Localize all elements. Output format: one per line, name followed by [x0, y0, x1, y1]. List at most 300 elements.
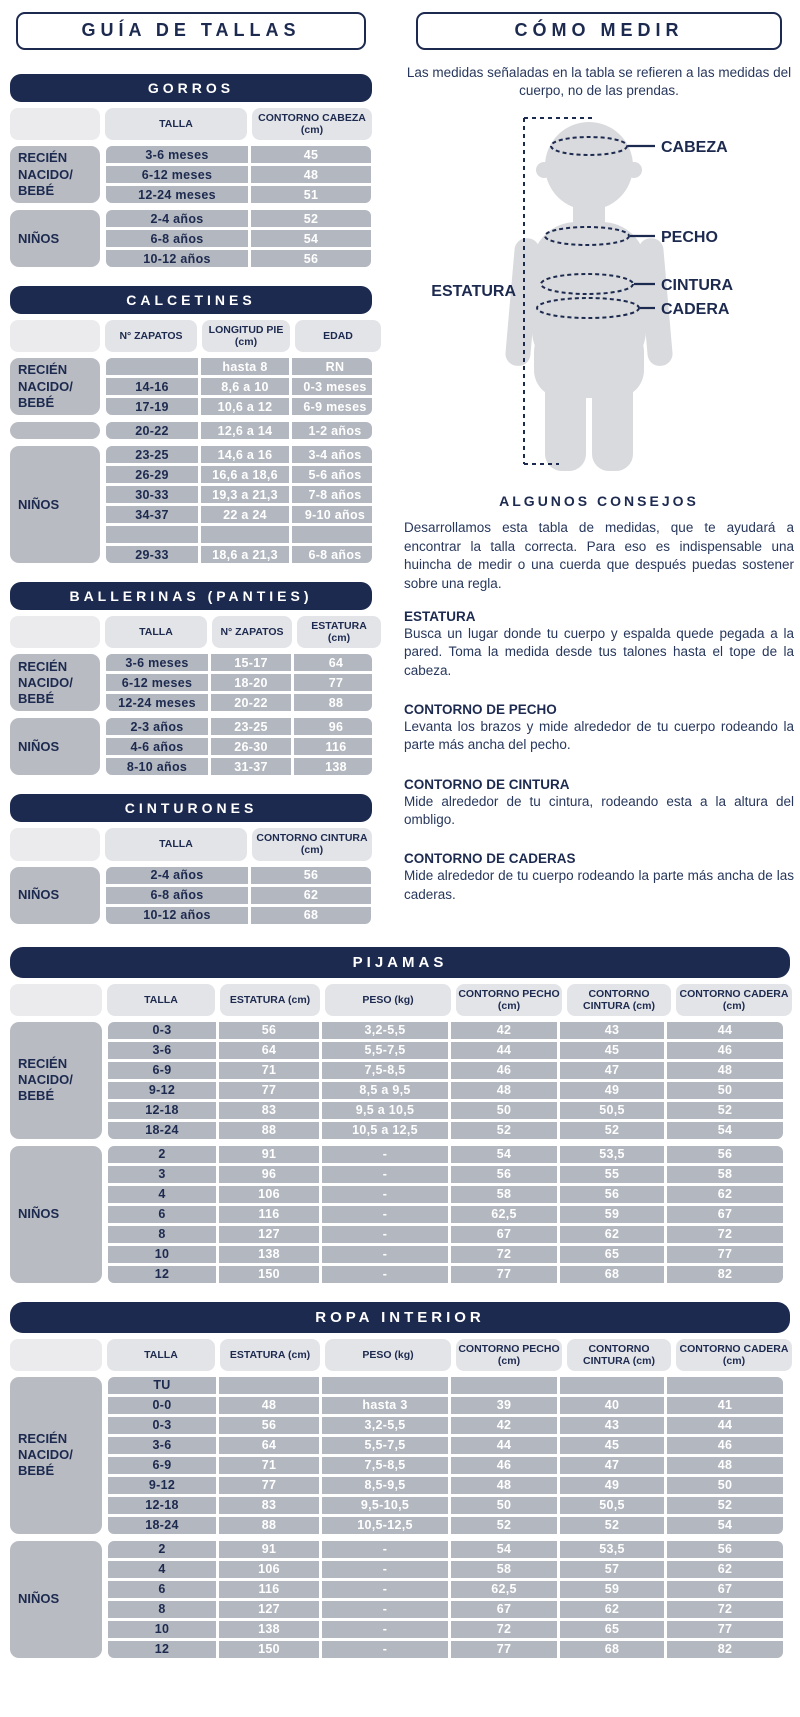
table-row: [108, 1226, 783, 1243]
table-cell: 12-24 meses: [106, 694, 208, 711]
table-row: [108, 1541, 783, 1558]
table-cell: 44: [667, 1417, 783, 1434]
table-cell: 83: [219, 1497, 319, 1514]
table-cell: 43: [560, 1022, 664, 1039]
table-cell: 42: [451, 1022, 557, 1039]
rows-block: [106, 210, 371, 267]
table-cell: 56: [667, 1541, 783, 1558]
cinturones-section-title: CINTURONES: [10, 794, 372, 822]
table-cell: 77: [294, 674, 372, 691]
table-cell: 40: [560, 1397, 664, 1414]
table-cell: [201, 526, 289, 543]
table-cell: 56: [251, 867, 371, 884]
table-cell: 22 a 24: [201, 506, 289, 523]
table-cell: 18,6 a 21,3: [201, 546, 289, 563]
table-cell: 20-22: [211, 694, 291, 711]
table-cell: 47: [560, 1062, 664, 1079]
table-cell: 2: [108, 1541, 216, 1558]
pijamas-header-row: [10, 984, 790, 1016]
table-row: [108, 1122, 783, 1139]
measure-section-pecho: [404, 702, 794, 755]
row-group: [10, 718, 372, 775]
table-row: [108, 1497, 783, 1514]
table-cell: 3,2-5,5: [322, 1417, 448, 1434]
table-cell: 44: [451, 1042, 557, 1059]
table-cell: 62: [251, 887, 371, 904]
section-text: Mide alrededor de tu cintura, rodeando esta a la altura del ombligo.: [404, 793, 794, 828]
top-two-column-area: [10, 10, 794, 943]
table-cell: [292, 526, 372, 543]
table-cell: 52: [560, 1122, 664, 1139]
table-cell: 52: [251, 210, 371, 227]
table-cell: 6-8 años: [106, 887, 248, 904]
cinturones-table: [10, 794, 372, 923]
rows-block: [108, 1377, 783, 1534]
table-cell: 127: [219, 1226, 319, 1243]
table-cell: -: [322, 1226, 448, 1243]
table-cell: [219, 1377, 319, 1394]
table-cell: 58: [451, 1186, 557, 1203]
table-cell: 9-12: [108, 1082, 216, 1099]
table-cell: 56: [219, 1417, 319, 1434]
rows-block: [106, 422, 372, 439]
table-row: [106, 506, 372, 523]
table-cell: 127: [219, 1601, 319, 1618]
table-row: [106, 398, 372, 415]
table-row: [108, 1042, 783, 1059]
table-cell: 96: [219, 1166, 319, 1183]
table-row: [106, 250, 371, 267]
table-cell: 47: [560, 1457, 664, 1474]
table-cell: 91: [219, 1541, 319, 1558]
table-cell: 150: [219, 1641, 319, 1658]
table-cell: 5,5-7,5: [322, 1042, 448, 1059]
table-cell: -: [322, 1641, 448, 1658]
table-cell: 12-18: [108, 1102, 216, 1119]
ballerinas-table: [10, 582, 372, 775]
table-cell: 67: [667, 1581, 783, 1598]
table-cell: 31-37: [211, 758, 291, 775]
table-cell: 83: [219, 1102, 319, 1119]
table-cell: RN: [292, 358, 372, 375]
table-cell: 12: [108, 1266, 216, 1283]
table-cell: 18-20: [211, 674, 291, 691]
table-cell: 54: [667, 1517, 783, 1534]
table-cell: 82: [667, 1266, 783, 1283]
table-row: [106, 446, 372, 463]
table-row: [106, 718, 372, 735]
child-silhouette-diagram: [404, 106, 794, 478]
rows-block: [106, 446, 372, 563]
ballerinas-section-title: BALLERINAS (PANTIES): [10, 582, 372, 610]
table-cell: 10,5-12,5: [322, 1517, 448, 1534]
table-cell: 53,5: [560, 1541, 664, 1558]
table-cell: 43: [560, 1417, 664, 1434]
ballerinas-header-row: [10, 616, 372, 648]
calcetines-section-title: CALCETINES: [10, 286, 372, 314]
table-cell: 39: [451, 1397, 557, 1414]
table-cell: 3-6 meses: [106, 146, 248, 163]
table-row: [108, 1561, 783, 1578]
full-width-tables: [10, 947, 790, 1658]
table-cell: 3: [108, 1166, 216, 1183]
table-row: [106, 654, 372, 671]
column-header: PESO (kg): [325, 984, 451, 1016]
table-cell: 77: [219, 1082, 319, 1099]
rows-block: [106, 867, 371, 924]
rows-block: [108, 1022, 783, 1139]
table-cell: 10-12 años: [106, 907, 248, 924]
table-cell: 77: [219, 1477, 319, 1494]
table-cell: 72: [451, 1621, 557, 1638]
table-row: [106, 887, 371, 904]
table-row: [108, 1022, 783, 1039]
table-cell: 26-29: [106, 466, 198, 483]
table-cell: 58: [667, 1166, 783, 1183]
table-cell: 2-3 años: [106, 718, 208, 735]
table-cell: 10,6 a 12: [201, 398, 289, 415]
table-cell: 138: [294, 758, 372, 775]
table-cell: 58: [451, 1561, 557, 1578]
table-cell: 7,5-8,5: [322, 1062, 448, 1079]
table-cell: 56: [251, 250, 371, 267]
table-row: [106, 694, 372, 711]
table-cell: [451, 1377, 557, 1394]
table-cell: 67: [451, 1226, 557, 1243]
table-row: [108, 1517, 783, 1534]
table-cell: 106: [219, 1186, 319, 1203]
table-cell: -: [322, 1206, 448, 1223]
table-cell: 49: [560, 1477, 664, 1494]
table-cell: 6-12 meses: [106, 166, 248, 183]
table-cell: 65: [560, 1621, 664, 1638]
table-cell: 23-25: [106, 446, 198, 463]
row-group-label: RECIÉN NACIDO/ BEBÉ: [10, 1377, 102, 1534]
table-cell: 41: [667, 1397, 783, 1414]
section-heading: ESTATURA: [404, 608, 476, 624]
table-cell: 54: [667, 1122, 783, 1139]
table-cell: 62,5: [451, 1581, 557, 1598]
table-cell: 34-37: [106, 506, 198, 523]
section-heading: CONTORNO DE CADERAS: [404, 851, 576, 867]
table-cell: 44: [667, 1022, 783, 1039]
rows-block: [106, 146, 371, 203]
table-cell: [667, 1377, 783, 1394]
table-cell: 72: [667, 1226, 783, 1243]
table-cell: 5,5-7,5: [322, 1437, 448, 1454]
table-cell: 77: [451, 1641, 557, 1658]
table-cell: 6-9: [108, 1457, 216, 1474]
table-cell: 59: [560, 1581, 664, 1598]
table-cell: 50: [667, 1477, 783, 1494]
column-header: CONTORNO CABEZA (cm): [252, 108, 372, 140]
table-cell: 0-3: [108, 1022, 216, 1039]
table-cell: 6-9: [108, 1062, 216, 1079]
table-cell: 67: [667, 1206, 783, 1223]
table-cell: 9,5 a 10,5: [322, 1102, 448, 1119]
table-cell: 48: [219, 1397, 319, 1414]
column-header: ESTATURA (cm): [220, 1339, 320, 1371]
table-row: [108, 1377, 783, 1394]
table-cell: 19,3 a 21,3: [201, 486, 289, 503]
consejos-text: Desarrollamos esta tabla de medidas, que te ayudará a encontrar la talla correcta. Para eso es indispensable una huincha de medir o una cuerda que después puedas sostener sobre una regla.: [404, 520, 794, 591]
column-header: TALLA: [107, 1339, 215, 1371]
table-cell: 59: [560, 1206, 664, 1223]
table-row: [108, 1601, 783, 1618]
cintura-label: CINTURA: [661, 277, 733, 295]
row-group: [10, 422, 372, 439]
table-cell: 96: [294, 718, 372, 735]
table-row: [108, 1477, 783, 1494]
table-cell: 56: [219, 1022, 319, 1039]
column-header: TALLA: [105, 828, 247, 860]
table-cell: 6-8 años: [292, 546, 372, 563]
table-cell: 3-4 años: [292, 446, 372, 463]
cabeza-label: CABEZA: [661, 139, 728, 157]
table-cell: 50,5: [560, 1102, 664, 1119]
table-cell: 116: [294, 738, 372, 755]
section-heading: CONTORNO DE CINTURA: [404, 776, 570, 792]
table-cell: 6-12 meses: [106, 674, 208, 691]
table-cell: 72: [451, 1246, 557, 1263]
corner-cell: [10, 828, 100, 860]
table-cell: 20-22: [106, 422, 198, 439]
table-cell: 64: [219, 1437, 319, 1454]
section-text: Busca un lugar donde tu cuerpo y espalda quede pegada a la pared. Toma la medida desde tus talones hasta el tope de la cabeza.: [404, 625, 794, 678]
table-cell: 53,5: [560, 1146, 664, 1163]
table-row: [106, 166, 371, 183]
row-group: [10, 867, 372, 924]
table-cell: 16,6 a 18,6: [201, 466, 289, 483]
table-cell: 57: [560, 1561, 664, 1578]
ropa_interior-header-row: [10, 1339, 790, 1371]
table-cell: 48: [451, 1082, 557, 1099]
right-column: [400, 10, 798, 943]
table-cell: 50: [451, 1102, 557, 1119]
table-cell: 65: [560, 1246, 664, 1263]
table-cell: 12-18: [108, 1497, 216, 1514]
column-header: CONTORNO CADERA (cm): [676, 1339, 792, 1371]
table-cell: 52: [667, 1102, 783, 1119]
table-cell: 6: [108, 1581, 216, 1598]
ropa_interior-section-title: ROPA INTERIOR: [10, 1302, 790, 1333]
table-cell: -: [322, 1541, 448, 1558]
table-cell: 77: [667, 1621, 783, 1638]
table-cell: 46: [667, 1042, 783, 1059]
table-cell: 10,5 a 12,5: [322, 1122, 448, 1139]
rows-block: [106, 718, 372, 775]
section-heading: CONTORNO DE PECHO: [404, 701, 557, 717]
table-row: [106, 674, 372, 691]
table-cell: -: [322, 1621, 448, 1638]
table-cell: TU: [108, 1377, 216, 1394]
table-cell: 17-19: [106, 398, 198, 415]
como-medir-title: CÓMO MEDIR: [416, 12, 782, 50]
table-cell: 7,5-8,5: [322, 1457, 448, 1474]
table-cell: 54: [451, 1541, 557, 1558]
table-row: [106, 230, 371, 247]
column-header: N° ZAPATOS: [212, 616, 292, 648]
table-cell: -: [322, 1581, 448, 1598]
table-cell: 0-3 meses: [292, 378, 372, 395]
table-cell: 150: [219, 1266, 319, 1283]
table-cell: 14,6 a 16: [201, 446, 289, 463]
pijamas-table: [10, 947, 790, 1283]
table-cell: 9,5-10,5: [322, 1497, 448, 1514]
table-cell: 67: [451, 1601, 557, 1618]
body-measure-diagram: [404, 106, 794, 483]
table-row: [108, 1457, 783, 1474]
section-text: Levanta los brazos y mide alrededor de tu cuerpo rodeando la parte más ancha del pecho.: [404, 718, 794, 753]
row-group: [10, 210, 372, 267]
row-group-label: RECIÉN NACIDO/ BEBÉ: [10, 358, 100, 415]
table-cell: 12-24 meses: [106, 186, 248, 203]
table-cell: 26-30: [211, 738, 291, 755]
table-cell: 50,5: [560, 1497, 664, 1514]
table-cell: 48: [667, 1062, 783, 1079]
row-group-label: RECIÉN NACIDO/ BEBÉ: [10, 1022, 102, 1139]
table-row: [108, 1417, 783, 1434]
row-group-label: NIÑOS: [10, 446, 100, 563]
table-cell: 4-6 años: [106, 738, 208, 755]
table-cell: 0-0: [108, 1397, 216, 1414]
table-cell: 52: [451, 1122, 557, 1139]
table-cell: 8: [108, 1601, 216, 1618]
column-header: CONTORNO CINTURA (cm): [252, 828, 372, 860]
column-header: ESTATURA (cm): [297, 616, 381, 648]
row-group: [10, 146, 372, 203]
table-cell: 68: [251, 907, 371, 924]
row-group-label: NIÑOS: [10, 1541, 102, 1658]
rows-block: [106, 654, 372, 711]
page-title: GUÍA DE TALLAS: [16, 12, 366, 50]
measure-section-cintura: [404, 777, 794, 830]
table-row: [106, 486, 372, 503]
calcetines-header-row: [10, 320, 372, 352]
table-cell: 77: [451, 1266, 557, 1283]
table-cell: 15-17: [211, 654, 291, 671]
column-header: N° ZAPATOS: [105, 320, 197, 352]
table-cell: 91: [219, 1146, 319, 1163]
table-row: [108, 1082, 783, 1099]
table-cell: 5-6 años: [292, 466, 372, 483]
table-cell: [106, 526, 198, 543]
table-row: [106, 466, 372, 483]
corner-cell: [10, 984, 102, 1016]
table-cell: 62,5: [451, 1206, 557, 1223]
table-cell: 10-12 años: [106, 250, 248, 267]
table-cell: 6-8 años: [106, 230, 248, 247]
column-header: CONTORNO CADERA (cm): [676, 984, 792, 1016]
child-silhouette: [504, 122, 673, 471]
table-cell: -: [322, 1266, 448, 1283]
table-cell: 54: [451, 1146, 557, 1163]
rows-block: [106, 358, 372, 415]
table-cell: 88: [219, 1517, 319, 1534]
table-cell: -: [322, 1561, 448, 1578]
table-row: [108, 1581, 783, 1598]
table-row: [106, 526, 372, 543]
table-cell: -: [322, 1246, 448, 1263]
table-cell: 30-33: [106, 486, 198, 503]
table-cell: 68: [560, 1266, 664, 1283]
table-cell: 56: [560, 1186, 664, 1203]
table-cell: 8: [108, 1226, 216, 1243]
table-row: [108, 1186, 783, 1203]
column-header: TALLA: [105, 108, 247, 140]
table-cell: 18-24: [108, 1122, 216, 1139]
pijamas-section-title: PIJAMAS: [10, 947, 790, 978]
left-column: [10, 10, 372, 943]
column-header: EDAD: [295, 320, 381, 352]
table-cell: 88: [219, 1122, 319, 1139]
table-row: [108, 1206, 783, 1223]
table-cell: 0-3: [108, 1417, 216, 1434]
table-row: [106, 146, 371, 163]
row-group: [10, 1541, 790, 1658]
table-row: [108, 1246, 783, 1263]
row-group: [10, 1377, 790, 1534]
gorros-header-row: [10, 108, 372, 140]
column-header: CONTORNO PECHO (cm): [456, 1339, 562, 1371]
table-cell: [322, 1377, 448, 1394]
table-cell: 2-4 años: [106, 867, 248, 884]
table-cell: 14-16: [106, 378, 198, 395]
table-cell: 9-10 años: [292, 506, 372, 523]
table-cell: 68: [560, 1641, 664, 1658]
table-cell: 71: [219, 1062, 319, 1079]
table-row: [106, 422, 372, 439]
table-cell: 82: [667, 1641, 783, 1658]
table-cell: 77: [667, 1246, 783, 1263]
table-cell: 6: [108, 1206, 216, 1223]
table-cell: 55: [560, 1166, 664, 1183]
cadera-label: CADERA: [661, 301, 730, 319]
table-row: [106, 358, 372, 375]
gorros-table: [10, 74, 372, 267]
table-cell: 7-8 años: [292, 486, 372, 503]
column-header: TALLA: [107, 984, 215, 1016]
table-cell: 10: [108, 1246, 216, 1263]
row-group: [10, 358, 372, 415]
table-row: [106, 738, 372, 755]
table-cell: 3-6 meses: [106, 654, 208, 671]
table-cell: 116: [219, 1206, 319, 1223]
corner-cell: [10, 1339, 102, 1371]
consejos-title: ALGUNOS CONSEJOS: [499, 493, 699, 510]
rows-block: [108, 1146, 783, 1283]
column-header: LONGITUD PIE (cm): [202, 320, 290, 352]
table-row: [108, 1146, 783, 1163]
row-group-label: NIÑOS: [10, 1146, 102, 1283]
table-cell: 46: [451, 1062, 557, 1079]
table-cell: 56: [451, 1166, 557, 1183]
table-row: [106, 186, 371, 203]
section-text: Mide alrededor de tu cuerpo rodeando la parte más ancha de las caderas.: [404, 868, 794, 902]
table-cell: 49: [560, 1082, 664, 1099]
table-cell: 50: [451, 1497, 557, 1514]
table-cell: 12,6 a 14: [201, 422, 289, 439]
table-cell: 62: [560, 1601, 664, 1618]
table-cell: 45: [560, 1437, 664, 1454]
intro-text: Las medidas señaladas en la tabla se refieren a las medidas del cuerpo, no de las prendas.: [406, 65, 792, 99]
corner-cell: [10, 108, 100, 140]
table-row: [108, 1266, 783, 1283]
table-cell: 52: [667, 1497, 783, 1514]
table-cell: 72: [667, 1601, 783, 1618]
corner-cell: [10, 320, 100, 352]
row-group-label: NIÑOS: [10, 718, 100, 775]
